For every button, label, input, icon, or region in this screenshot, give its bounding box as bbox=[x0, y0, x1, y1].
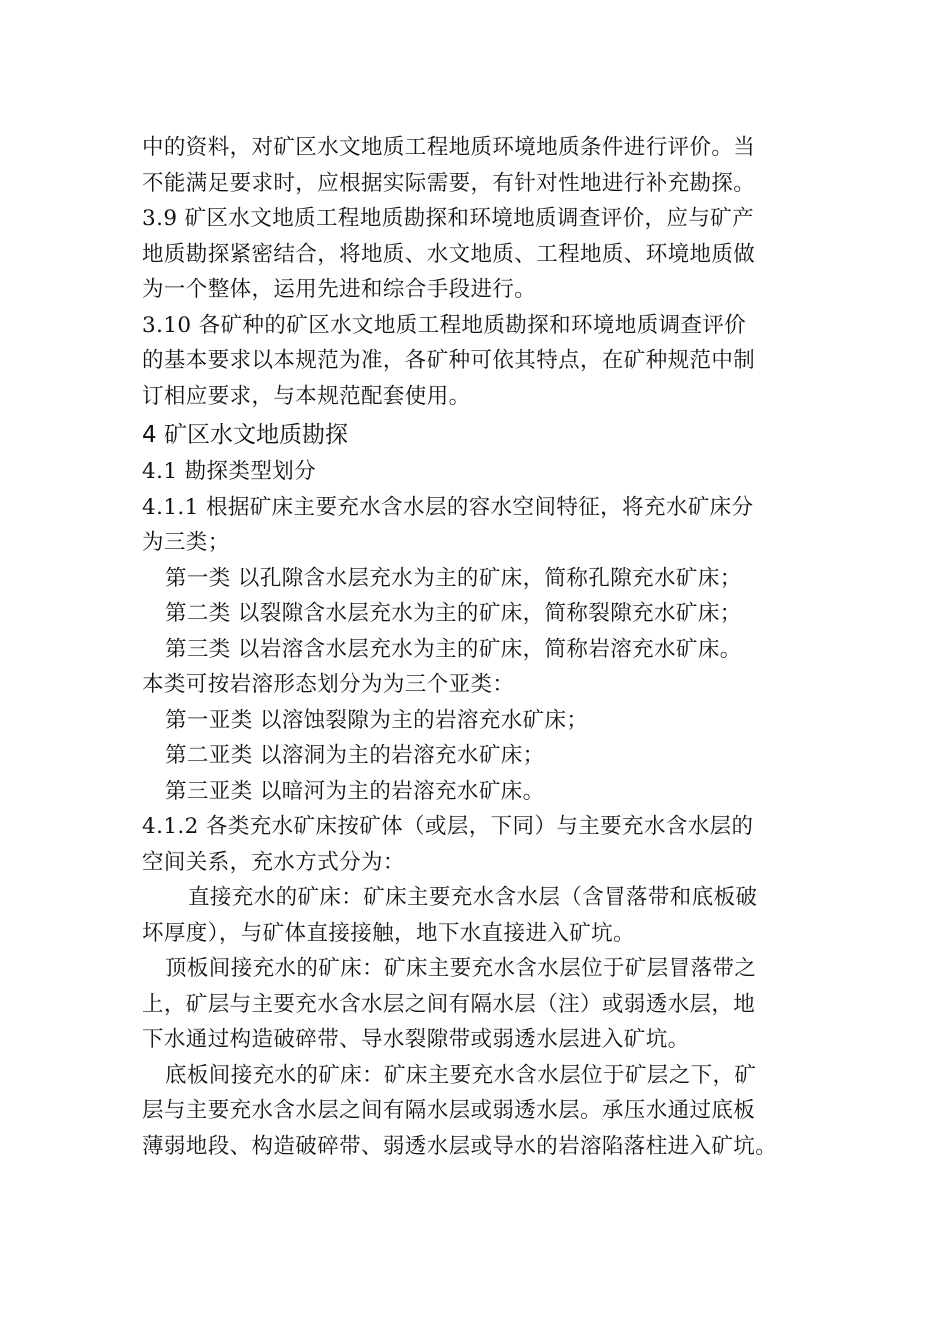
category-item: 第二类 以裂隙含水层充水为主的矿床，简称裂隙充水矿床； bbox=[165, 601, 742, 626]
clause-3-9: 3.9 矿区水文地质工程地质勘探和环境地质调查评价，应与矿产 bbox=[142, 206, 755, 231]
text-line: 的基本要求以本规范为准，各矿种可依其特点，在矿种规范中制 bbox=[142, 348, 756, 373]
text-line: 中的资料，对矿区水文地质工程地质环境地质条件进行评价。当 bbox=[142, 135, 756, 160]
subcategory-item: 第一亚类 以溶蚀裂隙为主的岩溶充水矿床； bbox=[165, 707, 589, 733]
clause-3-10: 3.10 各矿种的矿区水文地质工程地质勘探和环境地质调查评价 bbox=[142, 312, 747, 338]
paragraph-start: 顶板间接充水的矿床：矿床主要充水含水层位于矿层冒落带之 bbox=[165, 956, 757, 981]
text-line: 为三类； bbox=[142, 530, 230, 555]
paragraph-start: 直接充水的矿床：矿床主要充水含水层（含冒落带和底板破 bbox=[188, 885, 758, 910]
subcategory-item: 第二亚类 以溶洞为主的岩溶充水矿床； bbox=[165, 743, 545, 768]
text-line: 层与主要充水含水层之间有隔水层或弱透水层。承压水通过底板 bbox=[142, 1098, 756, 1123]
text-line: 下水通过构造破碎带、导水裂隙带或弱透水层进入矿坑。 bbox=[142, 1027, 690, 1052]
category-item: 第一类 以孔隙含水层充水为主的矿床，简称孔隙充水矿床； bbox=[165, 565, 742, 591]
text-line: 订相应要求，与本规范配套使用。 bbox=[142, 383, 471, 409]
clause-4-1-1: 4.1.1 根据矿床主要充水含水层的容水空间特征，将充水矿床分 bbox=[142, 494, 754, 520]
document-page bbox=[142, 130, 812, 1164]
text-line: 坏厚度），与矿体直接接触，地下水直接进入矿坑。 bbox=[142, 920, 635, 946]
subcategory-item: 第三亚类 以暗河为主的岩溶充水矿床。 bbox=[165, 778, 545, 804]
chapter-heading: 4 矿区水文地质勘探 bbox=[142, 422, 348, 448]
text-line: 不能满足要求时，应根据实际需要，有针对性地进行补充勘探。 bbox=[142, 170, 756, 196]
clause-4-1-2: 4.1.2 各类充水矿床按矿体（或层，下同）与主要充水含水层的 bbox=[142, 814, 754, 839]
section-title: 4.1 勘探类型划分 bbox=[142, 459, 317, 484]
category-item: 第三类 以岩溶含水层充水为主的矿床，简称岩溶充水矿床。 bbox=[165, 636, 742, 662]
text-line: 地质勘探紧密结合，将地质、水文地质、工程地质、环境地质做 bbox=[142, 241, 756, 267]
text-line: 薄弱地段、构造破碎带、弱透水层或导水的岩溶陷落柱进入矿坑。 bbox=[142, 1133, 778, 1159]
text-line: 本类可按岩溶形态划分为为三个亚类： bbox=[142, 672, 515, 697]
text-line: 上，矿层与主要充水含水层之间有隔水层（注）或弱透水层，地 bbox=[142, 991, 756, 1017]
paragraph-start: 底板间接充水的矿床：矿床主要充水含水层位于矿层之下，矿 bbox=[165, 1062, 757, 1088]
text-line: 为一个整体，运用先进和综合手段进行。 bbox=[142, 277, 537, 302]
text-line: 空间关系，充水方式分为： bbox=[142, 849, 405, 875]
